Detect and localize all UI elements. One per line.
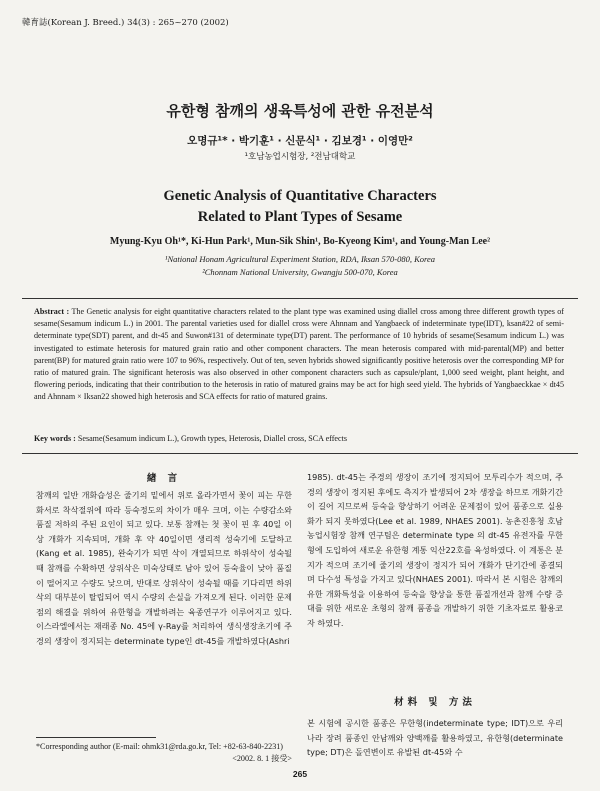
affiliation-2: ²Chonnam National University, Gwangju 500-070, Korea [202, 267, 398, 277]
abstract-bottom-rule [22, 453, 578, 454]
received-date: <2002. 8. 1 接受> [232, 754, 292, 763]
english-title-line1: Genetic Analysis of Quantitative Characters [163, 188, 437, 204]
corresponding-author: *Corresponding author (E-mail: ohmk31@rda.go.kr, Tel: +82-63-840-2231) [36, 742, 284, 751]
english-title [0, 186, 600, 228]
methods-heading: 材料 및 方法 [394, 697, 476, 708]
english-authors: Myung-Kyu Oh¹*, Ki-Hun Park¹, Mun-Sik Shin¹, Bo-Kyeong Kim¹, and Young-Man Lee² [109, 236, 491, 247]
methods-right-column: 본 시험에 공시한 품종은 무한형(indeterminate type; IDT)으로 우리나라 장려 품종인 안남깨와 양백깨를 활용하였고, 유한형(determinate type; DT)은 돌연변이로 유발된 dt-45와 수 [307, 718, 563, 758]
journal-citation: 韓育誌(Korean J. Breed.) 34(3) : 265~270 (2002) [22, 18, 229, 28]
korean-title: 유한형 참깨의 생육특성에 관한 유전분석 [166, 102, 434, 120]
footnote [36, 741, 292, 765]
footnote-rule [36, 737, 156, 738]
introduction-left-column: 참깨의 일반 개화습성은 줄기의 밑에서 위로 올라가면서 꽃이 피는 무한화서로 착삭절위에 따라 등숙정도의 차이가 매우 크며, 이는 수량감소와 품질 저하의 주된 요인이 되고 있다. 보통 참깨는 첫 꽃이 핀 후 40일 이상 개화가 지속되며, 개화 후 약 40일이면 생리적 성숙기에 도달하고(Kang et al. 1985), 완숙기가 되면 삭이 개열되므로 하위삭이 성숙될 때 참깨를 수확하면 상위삭은 미숙상태로 남아 있어 등숙율이 낮아 품질이 떨어지고 수량도 낮으며, 반대로 상위삭이 성숙될 때를 기다리면 하위삭의 대부분이 탈립되어 역시 수량의 손실을 가져오게 된다. 이러한 문제점의 해결을 위하여 유한형을 개발하려는 육종연구가 이루어지고 있다. 이스라엘에서는 재래종 No. 45에 γ-Ray를 처리하여 생식생장초기에 주경의 생장이 정지되는 determinate type인 dt-45를 개발하였다(Ashri [36, 490, 292, 646]
korean-affiliations: ¹호남농업시험장, ²전남대학교 [244, 152, 356, 162]
abstract-text: The Genetic analysis for eight quantitative characters related to the plant type was examined using diallel cross among three different growth types of sesame(Sesamum indicum L.) in 2001. The parental varieties used for diallel cross were Ahnnam and Yangbaeck of indeterminate type(IDT), ksan#22 of semi-determinate type(SDT) parent, and dt-45 and Suwon#131 of determinate type(DT) parent. The performance of 10 hybrids of sesame(Sesamum indicum L.) was investigated to estimate heterosis for matured grain ratio and other component characters. The mean heterosis compared with mid-parental(MP) and better parent(BP) for matured grain ratio were 107 to 96%, respectively. Out of ten, seven hybrids showed significantly positive heterosis over the corresponding MP for ratio of matured grain. The significant heterosis was also observed in other component characters such as capsule/plant, 1,000 seed weight, plant height, and flowering periods, indicating that their contribution to the heterosis in ratio of matured grains may be act for high seed yield. The hybrids of Yangbaeckkae × dt45 and Ahnnam × Iksan22 showed high heterosis and SCA effects for ratio of matured grains. [34, 307, 564, 402]
abstract [34, 306, 564, 404]
abstract-top-rule [22, 298, 578, 299]
korean-authors: 오명규¹* · 박기훈¹ · 신문식¹ · 김보경¹ · 이영만² [187, 135, 413, 147]
keywords-text: Sesame(Sesamum indicum L.), Growth types, Heterosis, Diallel cross, SCA effects [77, 434, 347, 443]
page-number: 265 [292, 769, 308, 779]
keywords [34, 434, 564, 443]
english-title-line2: Related to Plant Types of Sesame [197, 209, 403, 225]
introduction-right-column: 1985). dt-45는 주경의 생장이 조기에 정지되어 모투리수가 적으며, 주경의 생장이 정지된 후에도 측지가 발생되어 2차 생장을 하므로 개화기간이 길어 지므로써 등숙을 향상하기 어려운 문제점이 있어 품종으로 실용화가 되지 못하였다(Lee et al. 1989, NHAES 2001). 농촌진흥청 호남농업시험장 참깨 연구팀은 determinate type 의 dt-45 유전자를 무한형에 도입하여 새로운 유한형 계통 익산22호를 육성하였다. 이 계통은 분지가 적으며 조기에 줄기의 생장이 정지가 되어 개화가 단기간에 종결되며 다수성 특성을 가지고 있다(NHAES 2001). 따라서 본 시험은 참깨의 유한 개화특성을 이용하여 등숙을 향상을 통한 품질개선과 참깨 수량 증대를 위한 새로운 초형의 참깨 품종을 개발하기 위한 기초자료로 활용코자 하였다. [307, 472, 563, 628]
abstract-label: Abstract : [34, 307, 70, 316]
affiliation-1: ¹National Honam Agricultural Experiment Station, RDA, Iksan 570-080, Korea [164, 254, 436, 264]
english-affiliations [0, 253, 600, 279]
keywords-label: Key words : [34, 434, 76, 443]
introduction-heading: 緖 言 [146, 473, 182, 484]
